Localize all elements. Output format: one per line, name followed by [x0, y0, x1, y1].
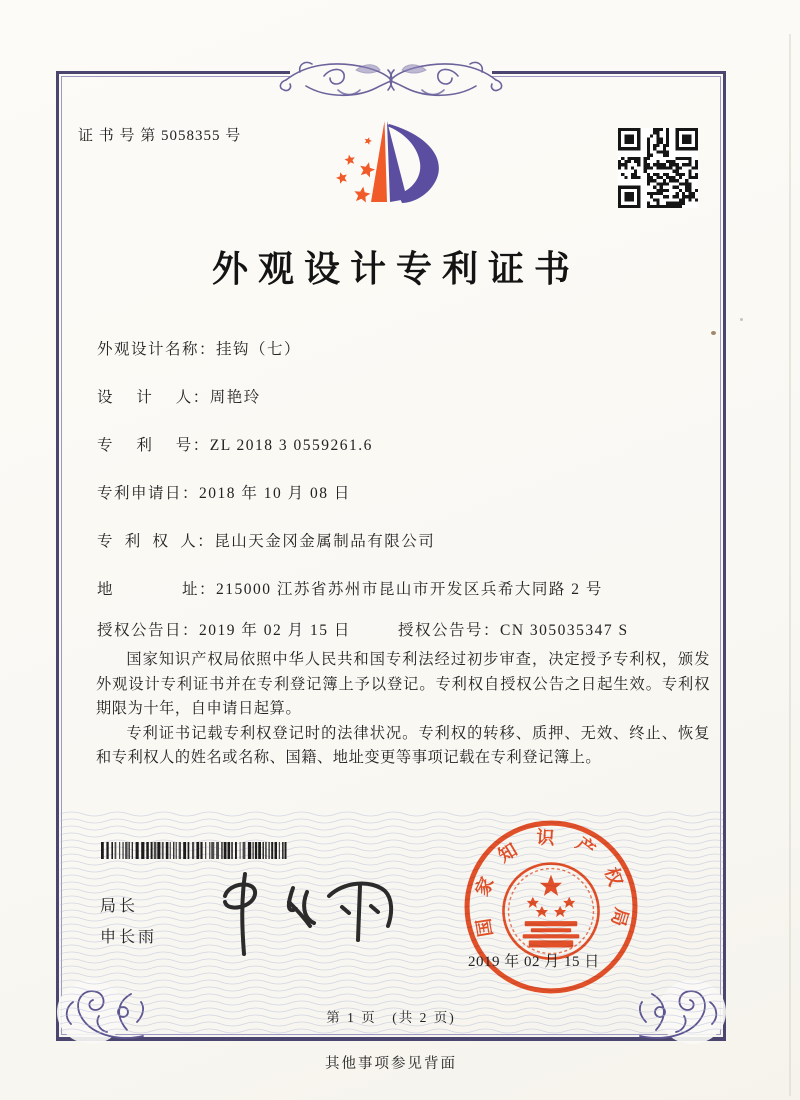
seal-date: 2019 年 02 月 15 日 [468, 954, 600, 970]
certificate-title: 外观设计专利证书 [211, 249, 580, 289]
top-flourish-ornament-icon [276, 46, 506, 110]
field-value: 2018 年 10 月 08 日 [199, 485, 351, 502]
field-label: 设 计 人： [97, 389, 210, 406]
barcode-icon [100, 842, 290, 859]
field-patentee [97, 529, 707, 551]
seal-national-emblem [503, 864, 598, 959]
logo-orange-cone [371, 121, 387, 202]
field-filing-date [97, 481, 707, 503]
field-value: 挂钩（七） [216, 341, 302, 358]
field-value: CN 305035347 S [500, 622, 629, 639]
field-label: 外观设计名称： [97, 341, 217, 358]
field-label: 授权公告日： [97, 622, 200, 639]
field-value: 215000 江苏省苏州市昆山市开发区兵希大同路 2 号 [216, 581, 603, 598]
field-value: 2019 年 02 月 15 日 [199, 622, 351, 639]
field-label: 专 利 权 人： [97, 533, 215, 550]
paper-right-edge [789, 34, 791, 1096]
field-value: ZL 2018 3 0559261.6 [209, 437, 373, 454]
seal-ring-text: 国家知识产权局 [470, 827, 632, 948]
field-value: 周艳玲 [209, 389, 261, 406]
field-designer [97, 385, 707, 407]
field-label: 专 利 号： [97, 437, 210, 454]
legal-paragraph-2: 专利证书记载专利权登记时的法律状况。专利权的转移、质押、无效、终止、恢复和专利权人的姓名或名称、国籍、地址变更等事项记载在专利登记簿上。 [96, 724, 710, 767]
field-grant-row [97, 618, 717, 640]
field-patent-number [97, 433, 707, 455]
signature-icon [203, 860, 403, 962]
field-label: 授权公告号： [398, 622, 501, 639]
field-value: 昆山天金冈金属制品有限公司 [214, 533, 436, 550]
dust-speck [740, 318, 743, 321]
back-note: 其他事项参见背面 [325, 1056, 457, 1072]
issuer-name: 申长雨 [100, 929, 158, 946]
logo-stars [336, 137, 375, 202]
qr-code-icon [618, 124, 698, 212]
legal-text [96, 648, 710, 771]
dust-speck [711, 331, 716, 335]
field-design-name [97, 337, 707, 359]
cnipa-logo-icon [325, 113, 455, 219]
certificate-number: 证 书 号 第 5058355 号 [78, 128, 242, 144]
grant-date [97, 622, 351, 639]
issuer-title: 局长 [100, 898, 139, 915]
legal-paragraph-1: 国家知识产权局依照中华人民共和国专利法经过初步审查，决定授予专利权，颁发外观设计专利证书并在专利登记簿上予以登记。专利权自授权公告之日起生效。专利权期限为十年，自申请日起算。 [96, 651, 710, 718]
page-number: 第 1 页 (共 2 页) [326, 1010, 456, 1025]
field-address [97, 577, 707, 599]
field-label: 地 址： [97, 581, 217, 598]
grant-number [398, 618, 629, 640]
field-label: 专利申请日： [97, 485, 200, 502]
